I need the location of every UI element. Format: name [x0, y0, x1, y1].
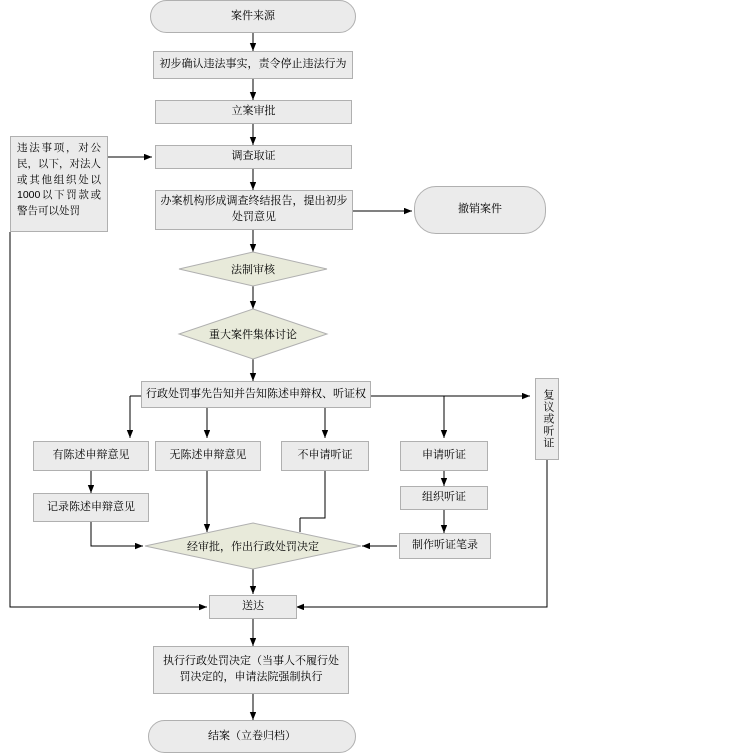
- node-no-statement-opinion[interactable]: [155, 441, 261, 471]
- node-investigation-report-label: 办案机构形成调查终结报告，提出初步处罚意见: [160, 195, 348, 223]
- node-case-filing-approval[interactable]: [155, 100, 352, 124]
- node-execute-decision-label: 执行行政处罚决定（当事人不履行处罚决定的，申请法院强制执行: [163, 655, 339, 683]
- node-close-case-label: 结案（立卷归档）: [208, 729, 296, 742]
- node-case-filing-approval-label: 立案审批: [231, 105, 276, 118]
- node-penalty-decision[interactable]: [145, 523, 361, 569]
- node-investigation[interactable]: [155, 145, 352, 169]
- node-execute-decision[interactable]: [153, 646, 349, 694]
- node-investigation-label: 调查取证: [231, 150, 276, 163]
- node-no-hearing-request[interactable]: [281, 441, 369, 471]
- node-start-label: 案件来源: [231, 9, 275, 22]
- node-delivery-label: 送达: [242, 600, 264, 613]
- node-penalty-decision-label: 经审批，作出行政处罚决定: [187, 541, 319, 553]
- node-confirm-illegal-fact-label: 初步确认违法事实，责令停止违法行为: [159, 58, 347, 71]
- node-organize-hearing-label: 组织听证: [422, 491, 466, 504]
- node-start[interactable]: [150, 0, 356, 33]
- node-delivery[interactable]: [209, 595, 297, 619]
- node-cancel-case[interactable]: [414, 186, 546, 234]
- node-no-statement-opinion-label: 无陈述申辩意见: [169, 449, 247, 462]
- node-prior-notice[interactable]: [141, 381, 371, 408]
- node-reconsideration-or-hearing[interactable]: [535, 378, 559, 460]
- node-no-hearing-request-label: 不申请听证: [297, 449, 353, 462]
- node-hearing-transcript[interactable]: [399, 533, 491, 559]
- node-has-statement-opinion-label: 有陈述申辩意见: [52, 449, 130, 462]
- node-record-statement[interactable]: [33, 493, 149, 522]
- node-has-statement-opinion[interactable]: [33, 441, 149, 471]
- node-legal-review-label: 法制审核: [231, 264, 275, 276]
- node-close-case[interactable]: [148, 720, 356, 753]
- node-prior-notice-label: 行政处罚事先告知并告知陈述申辩权、听证权: [146, 387, 366, 400]
- node-note-minor-penalty-label: 违法事项，对公民，以下，对法人或其他组织处以1000以下罚款或警告可以处罚: [17, 142, 101, 217]
- node-reconsideration-or-hearing-label: 复议或听证: [541, 389, 554, 449]
- node-organize-hearing[interactable]: [400, 486, 488, 510]
- node-hearing-request[interactable]: [400, 441, 488, 471]
- node-hearing-request-label: 申请听证: [422, 449, 466, 462]
- node-confirm-illegal-fact[interactable]: [153, 51, 353, 79]
- node-investigation-report[interactable]: [155, 190, 353, 230]
- node-major-case-discussion[interactable]: [179, 309, 327, 359]
- node-hearing-transcript-label: 制作听证笔录: [412, 539, 478, 552]
- node-major-case-discussion-label: 重大案件集体讨论: [209, 329, 297, 341]
- node-record-statement-label: 记录陈述申辩意见: [47, 500, 135, 513]
- node-legal-review[interactable]: [179, 252, 327, 286]
- node-cancel-case-label: 撤销案件: [458, 203, 502, 216]
- node-note-minor-penalty: [10, 136, 108, 232]
